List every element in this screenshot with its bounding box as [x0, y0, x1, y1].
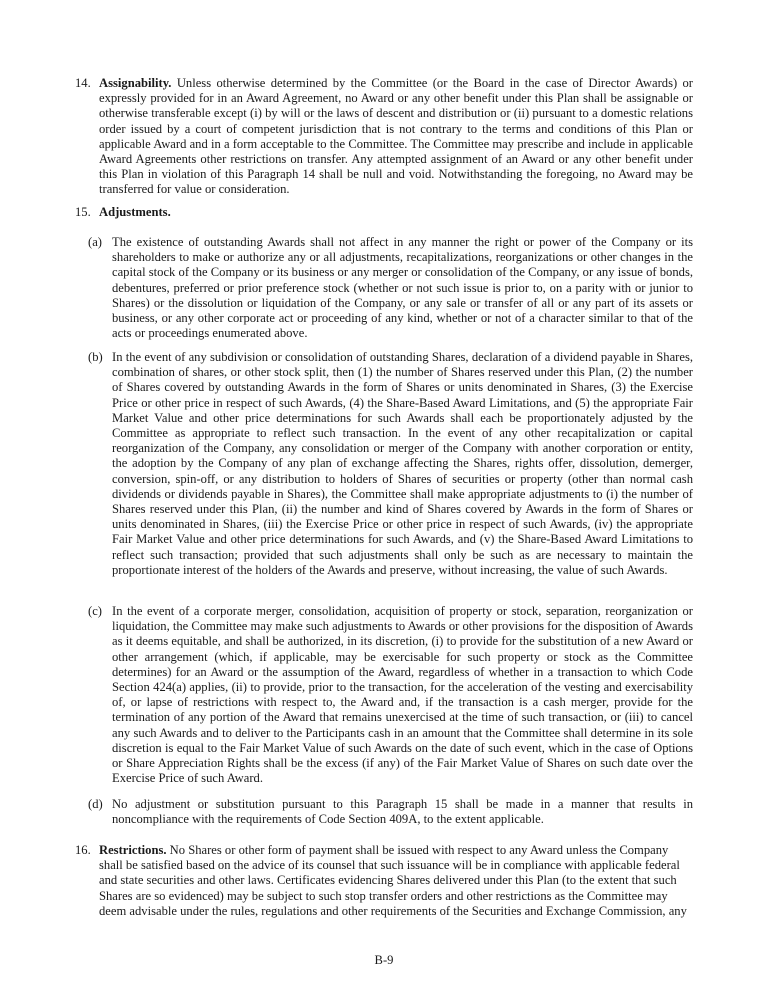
subsection-text: In the event of a corporate merger, consolidation, acquisition of property or stock, separation, reorganization or liquidation, the Committee may make such adjustments to Awards or other provisions for the disposition of Awards as it deems equitable, and shall be authorized, in its discretion, (i) to provide for the substitution of a new Award or other arrangement (which, if applicable, may be exercisable for such property or stock as the Committee determines) for an Award or the assumption of the Award, regardless of whether in a transaction to which Code Section 424(a) applies, (ii) to provide, prior to the transaction, for the acceleration of the vesting and exercisability of, or lapse of restrictions with respect to, the Award and, if the transaction is a cash merger, provide for the termination of any portion of the Award that remains unexercised at the time of such transaction, or (iii) to cancel any such Awards and to deliver to the Participants cash in an amount that the Committee shall determine in its sole discretion is equal to the Fair Market Value of such Awards on the date of such event, which in the case of Options or Share Appreciation Rights shall be the excess (if any) of the Fair Market Value of Shares on such date over the Exercise Price of such Award.: [112, 604, 693, 786]
subsection-15b: [88, 350, 693, 578]
section-number: 14.: [75, 76, 91, 90]
section-body: [99, 205, 693, 220]
subsection-label: (a): [88, 235, 102, 249]
section-heading: Assignability.: [99, 76, 172, 90]
section-text: No Shares or other form of payment shall be issued with respect to any Award unless the Company shall be satisfied based on the advice of its counsel that such issuance will be in compliance with applicable federal and state securities and other laws. Certificates evidencing Shares delivered under this Plan (to the extent that such Shares are so evidenced) may be subject to such stop transfer orders and other restrictions as the Committee may deem advisable under the rules, regulations and other requirements of the Securities and Exchange Commission, any: [99, 843, 687, 918]
section-number: 16.: [75, 843, 91, 857]
section-16: [75, 843, 693, 919]
subsection-15c: [88, 604, 693, 786]
section-body: [99, 76, 693, 198]
subsection-label: (d): [88, 797, 103, 811]
section-number: 15.: [75, 205, 91, 219]
section-body: [99, 843, 693, 919]
subsection-text: The existence of outstanding Awards shall not affect in any manner the right or power of the Company or its shareholders to make or authorize any or all adjustments, recapitalizations, reorganizations or other changes in the capital stock of the Company or its business or any merger or consolidation of the Company, or any issue of bonds, debentures, preferred or prior preference stock (whether or not such issue is prior to, on a parity with or junior to Shares) or the dissolution or liquidation of the Company, or any sale or transfer of all or any part of its assets or business, or any other corporate act or proceeding of any kind, whether or not of a character similar to that of the acts or proceedings enumerated above.: [112, 235, 693, 341]
section-heading: Adjustments.: [99, 205, 171, 219]
subsection-text: No adjustment or substitution pursuant to this Paragraph 15 shall be made in a manner that results in noncompliance with the requirements of Code Section 409A, to the extent applicable.: [112, 797, 693, 827]
subsection-label: (b): [88, 350, 103, 364]
section-14: [75, 76, 693, 198]
subsection-text: In the event of any subdivision or consolidation of outstanding Shares, declaration of a dividend payable in Shares, combination of shares, or other stock split, then (1) the number of Shares reserved under this Plan, (2) the number of Shares covered by outstanding Awards in the form of Shares or units denominated in Shares, (3) the Exercise Price or other price in respect of such Awards, (4) the Share-Based Award Limitations, and (5) the appropriate Fair Market Value and other price determinations for such Awards shall each be proportionately adjusted by the Committee as appropriate to reflect such transaction. In the event of any other recapitalization or capital reorganization of the Company, any consolidation or merger of the Company with another corporation or entity, the adoption by the Company of any plan of exchange affecting the Shares, rights offer, dissolution, demerger, conversion, spin-off, or any distribution to holders of Shares of securities or property (other than normal cash dividends or dividends payable in Shares), the Committee shall make appropriate adjustments to (i) the number of Shares reserved under this Plan, (ii) the number and kind of Shares covered by Awards in the form of Shares or units denominated in Shares, (iii) the Exercise Price or other price in respect of such Awards, (iv) the appropriate Fair Market Value and other price determinations for such Awards, and (v) the Share-Based Award Limitations to reflect such transaction; provided that such adjustments shall only be such as are necessary to maintain the proportionate interest of the holders of the Awards and preserve, without increasing, the value of such Awards.: [112, 350, 693, 577]
subsection-15a: [88, 235, 693, 341]
section-heading: Restrictions.: [99, 843, 167, 857]
page-number: B-9: [374, 953, 394, 967]
section-text: Unless otherwise determined by the Committee (or the Board in the case of Director Awards) or expressly provided for in an Award Agreement, no Award or any other benefit under this Plan shall be assignable or otherwise transferable except (i) by will or the laws of descent and distribution or (ii) pursuant to a domestic relations order issued by a court of competent jurisdiction that is not contrary to the terms and conditions of this Plan or applicable Award and in a form acceptable to the Committee. The Committee may prescribe and include in applicable Award Agreements other restrictions on transfer. Any attempted assignment of an Award or any other benefit under this Plan in violation of this Paragraph 14 shall be null and void. Notwithstanding the foregoing, no Award may be transferred for value or consideration.: [99, 76, 693, 197]
section-15: [75, 205, 693, 220]
subsection-15d: [88, 797, 693, 827]
subsection-label: (c): [88, 604, 102, 618]
